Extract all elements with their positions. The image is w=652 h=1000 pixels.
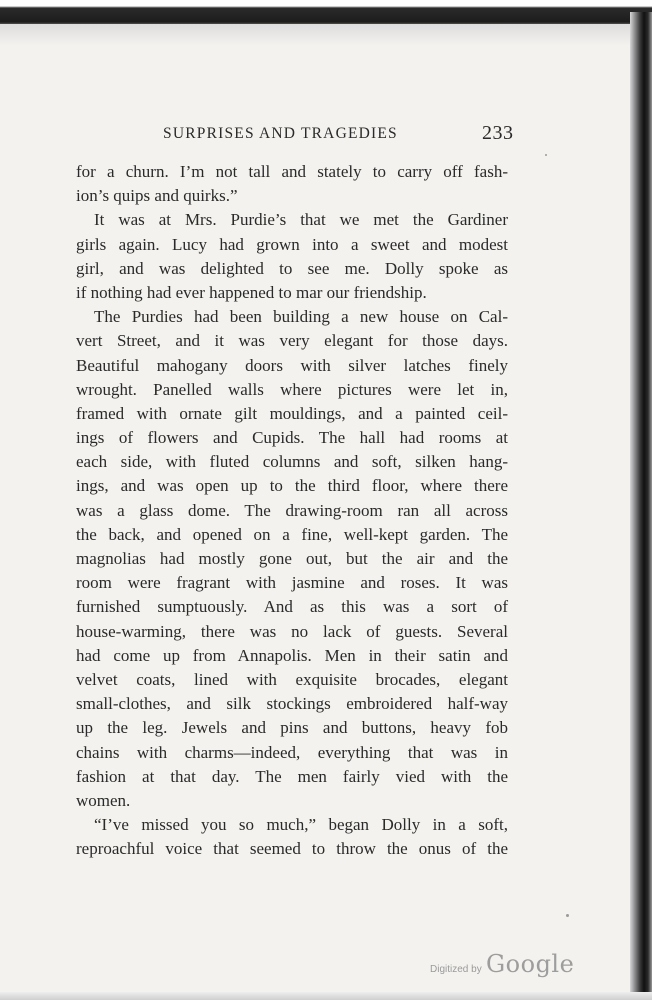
text-line: the back, and opened on a fine, well-kept garden. The [76,524,508,544]
running-head: SURPRISES AND TRAGEDIES [163,125,398,142]
text-line: ings, and was open up to the third floor, where there [76,476,508,496]
page-bottom-edge [0,992,652,1000]
text-line: wrought. Panelled walls where pictures were let in, [76,379,508,399]
body-text [76,160,508,861]
text-line: furnished sumptuously. And as this was a sort of [76,597,508,617]
page-number: 233 [482,122,514,144]
text-line: velvet coats, lined with exquisite brocades, elegant [76,669,508,689]
page-top-shadow [0,24,640,46]
digitized-by-label: Digitized by [430,964,482,975]
text-line: up the leg. Jewels and pins and buttons, heavy fob [76,718,508,738]
text-line: if nothing had ever happened to mar our friendship. [76,282,427,302]
google-watermark: Google [486,950,575,978]
scan-speck [566,914,569,917]
scan-speck [545,154,547,156]
text-line: ion’s quips and quirks.” [76,186,238,206]
text-line: Beautiful mahogany doors with silver latches finely [76,355,508,375]
text-line: house-warming, there was no lack of guests. Several [76,621,508,641]
text-line: chains with charms—indeed, everything that was in [76,742,508,762]
text-line: room were fragrant with jasmine and roses. It was [76,573,508,593]
text-line: It was at Mrs. Purdie’s that we met the Gardiner [94,210,508,230]
text-line: women. [76,790,131,810]
book-spine-edge [630,12,652,1000]
text-line: reproachful voice that seemed to throw the onus of the [76,839,508,859]
text-line: fashion at that day. The men fairly vied with the [76,766,508,786]
text-line: girls again. Lucy had grown into a sweet and modest [76,234,508,254]
text-line: vert Street, and it was very elegant for those days. [76,331,508,351]
text-line: small-clothes, and silk stockings embroidered half-way [76,694,508,714]
text-line: was a glass dome. The drawing-room ran all across [76,500,508,520]
text-line: framed with ornate gilt mouldings, and a painted ceil- [76,403,508,423]
text-line: girl, and was delighted to see me. Dolly spoke as [76,258,508,278]
text-line: for a churn. I’m not tall and stately to carry off fash- [76,162,508,181]
text-line: “I’ve missed you so much,” began Dolly in a soft, [94,815,508,835]
text-line: ings of flowers and Cupids. The hall had rooms at [76,428,508,448]
text-line: had come up from Annapolis. Men in their satin and [76,645,508,665]
text-line: each side, with fluted columns and soft, silken hang- [76,452,508,472]
text-line: magnolias had mostly gone out, but the air and the [76,549,508,568]
page-header [0,120,652,150]
text-line: The Purdies had been building a new house on Cal- [94,307,508,327]
digitized-footer [430,950,600,984]
